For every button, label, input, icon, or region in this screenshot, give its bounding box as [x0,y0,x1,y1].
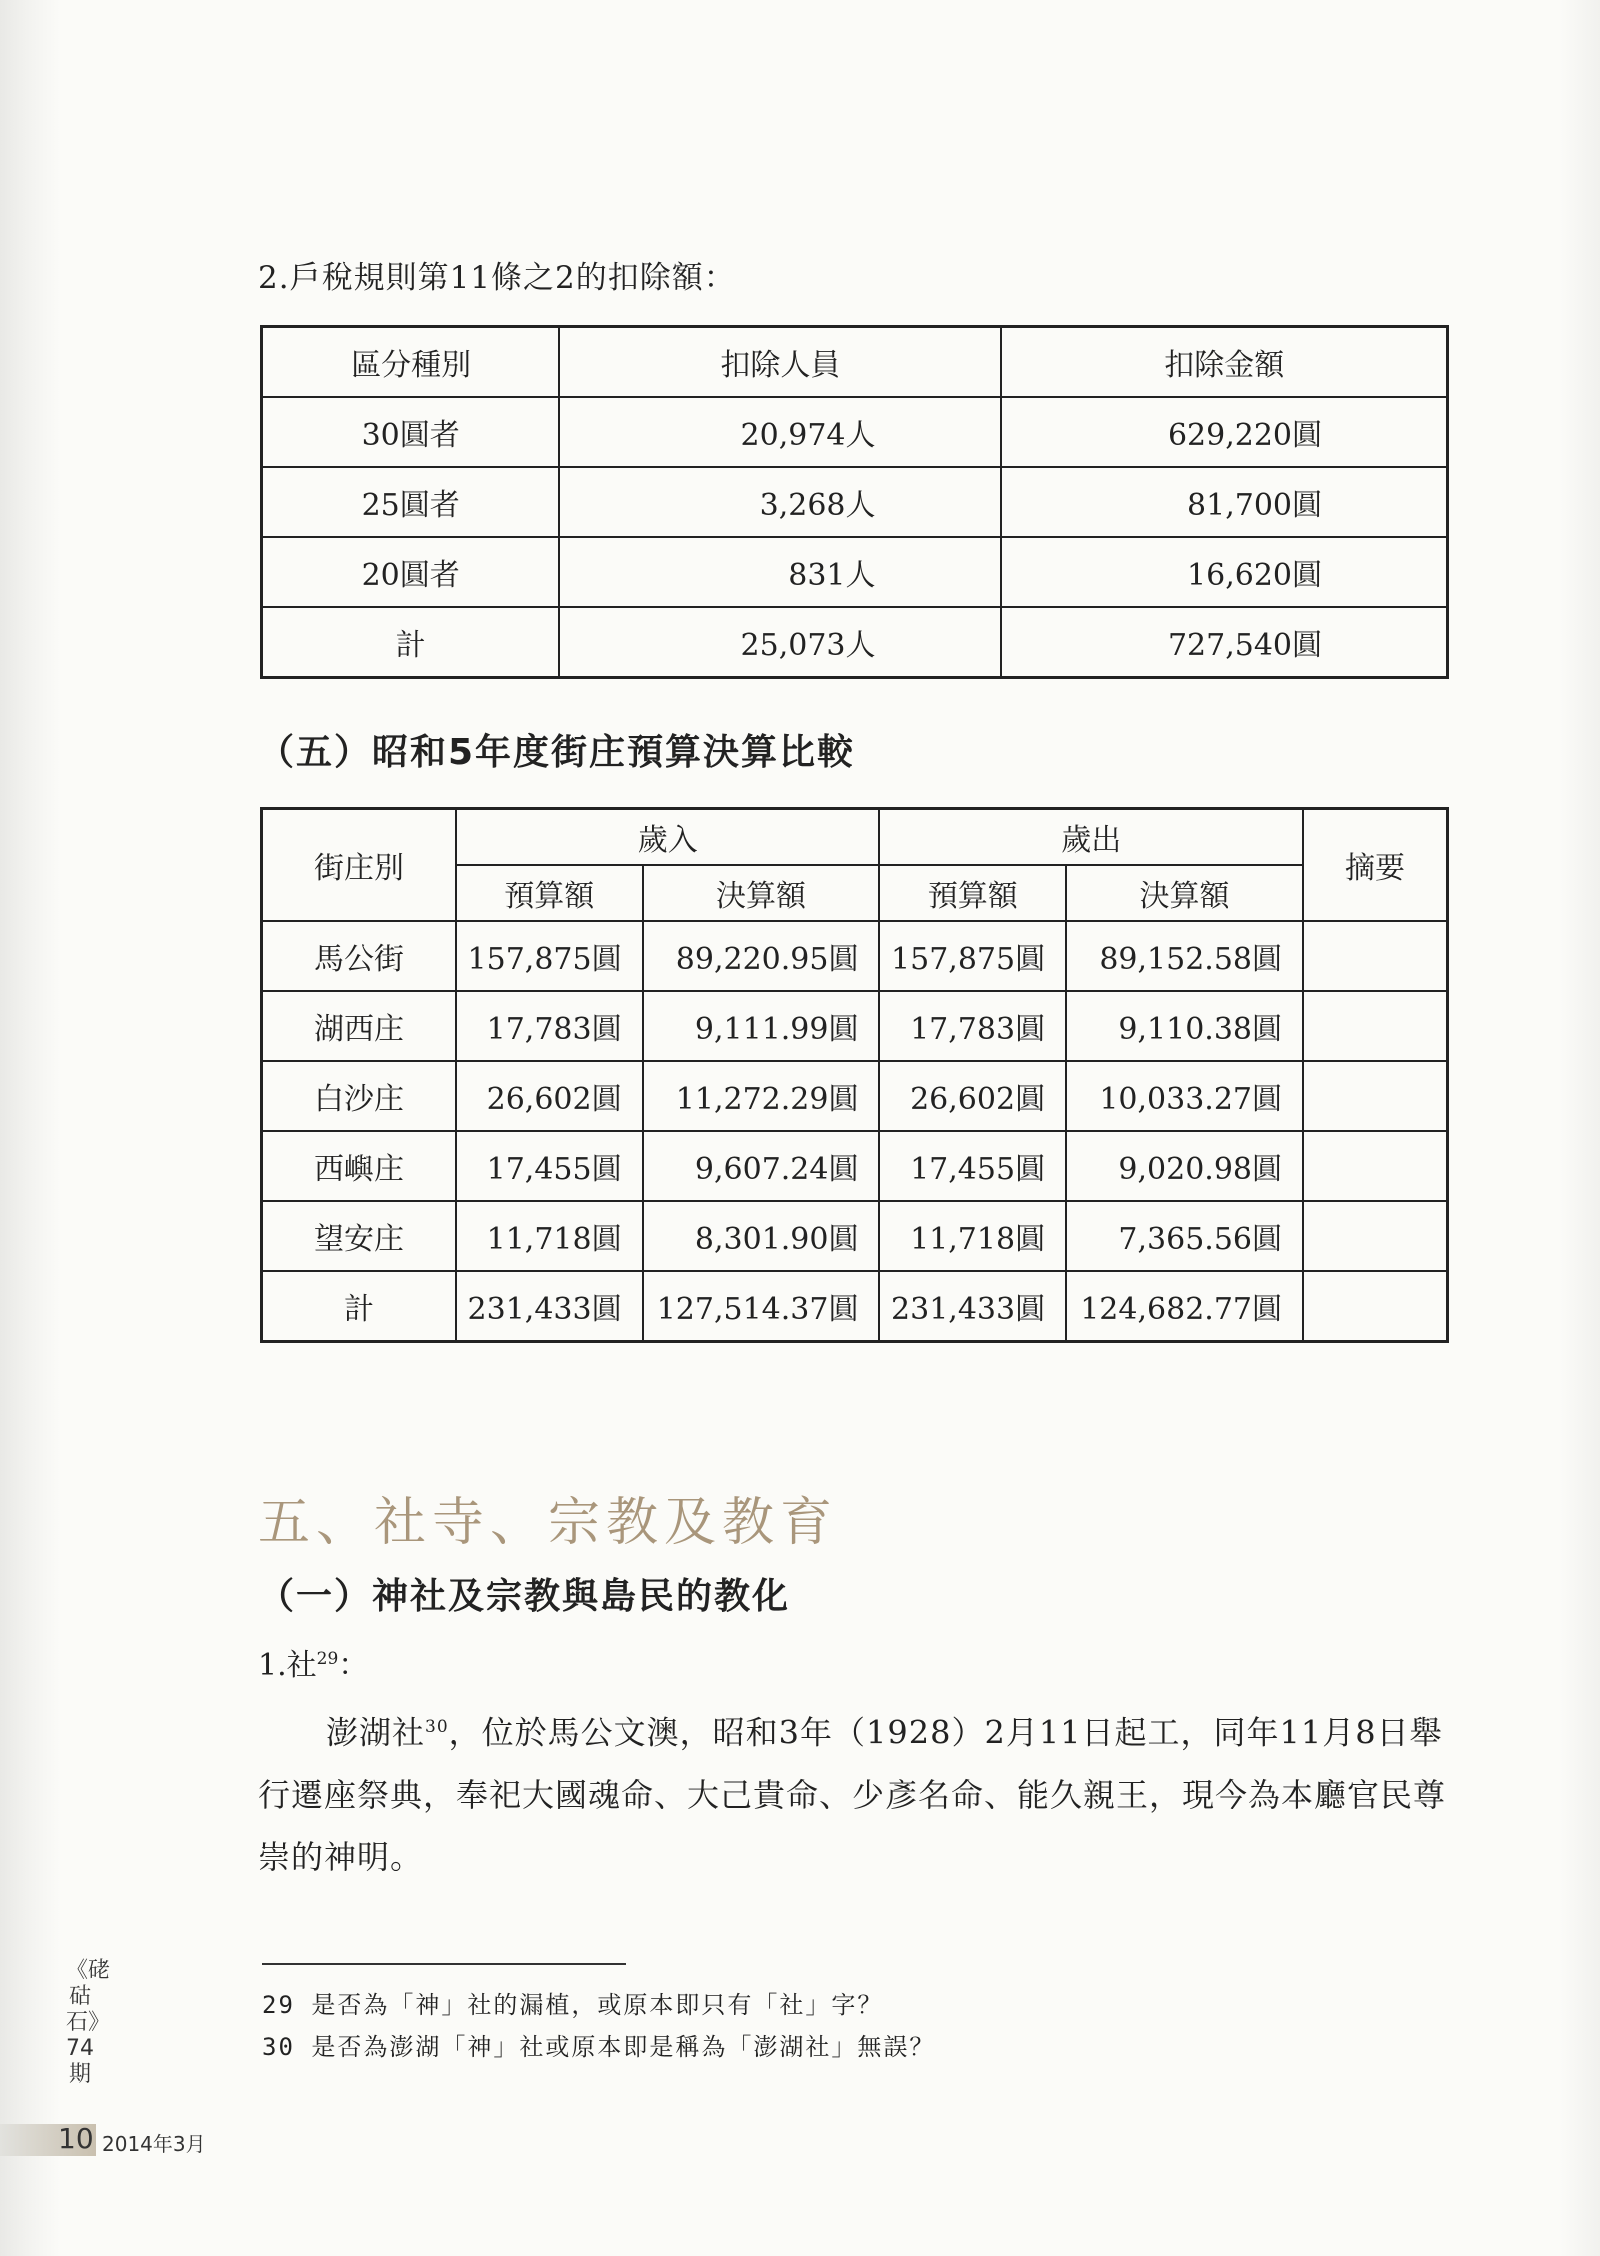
table-header-row [262,809,1448,866]
table-cell: 20,974人 [559,397,1000,467]
header-cell-final: 決算額 [1066,865,1303,921]
table-cell: 16,620圓 [1001,537,1448,607]
footnote-ref[interactable]: 29 [316,1649,339,1669]
table-cell: 17,455圓 [879,1131,1066,1201]
header-cell: 區分種別 [262,327,560,398]
table-cell: 9,020.98圓 [1066,1131,1303,1201]
table-cell: 157,875圓 [879,921,1066,991]
header-cell-expense: 歲出 [879,809,1303,866]
table-cell: 127,514.37圓 [643,1271,880,1342]
footnote-30: 30 是否為澎湖「神」社或原本即是稱為「澎湖社」無誤？ [262,2033,936,2061]
table-cell: 計 [262,607,560,678]
footnote-29: 29 是否為「神」社的漏植，或原本即只有「社」字？ [262,1991,884,2019]
table-row [262,467,1448,537]
table-header-row [262,327,1448,398]
table-cell: 89,220.95圓 [643,921,880,991]
intro-line: 2.戶稅規則第11條之2的扣除額： [258,260,736,296]
table-cell [1303,1201,1448,1271]
header-cell-district: 街庄別 [262,809,457,922]
item-colon: ： [338,1648,369,1683]
table-cell: 3,268人 [559,467,1000,537]
table-cell: 727,540圓 [1001,607,1448,678]
table-row [262,1131,1448,1201]
table-row [262,1061,1448,1131]
table-cell: 白沙庄 [262,1061,457,1131]
table-cell: 231,433圓 [879,1271,1066,1342]
subsection-title: （一）神社及宗教與島民的教化 [258,1576,791,1617]
table-cell: 17,455圓 [456,1131,643,1201]
table-cell: 89,152.58圓 [1066,921,1303,991]
footnote-ref[interactable]: 30 [425,1717,449,1737]
journal-title-vertical: 《硓𥑮石》74期 [66,1958,111,2087]
paragraph-text-rest: ，位於馬公文澳，昭和3年（1928）2月11日起工，同年11月8日舉行遷座祭典，奉祀大國魂命、大己貴命、少彥名命、能久親王，現今為本廳官民尊崇的神明。 [258,1713,1447,1876]
table-row [262,537,1448,607]
table-cell [1303,991,1448,1061]
header-cell-budget: 預算額 [456,865,643,921]
table-cell: 25,073人 [559,607,1000,678]
header-cell-final: 決算額 [643,865,880,921]
table-cell: 629,220圓 [1001,397,1448,467]
table-cell [1303,1131,1448,1201]
budget-comparison-table [260,807,1449,1343]
table-cell: 124,682.77圓 [1066,1271,1303,1342]
table-total-row [262,1271,1448,1342]
table-cell [1303,1061,1448,1131]
table-cell: 11,718圓 [456,1201,643,1271]
table-cell: 9,607.24圓 [643,1131,880,1201]
table-cell: 馬公街 [262,921,457,991]
header-cell-income: 歲入 [456,809,879,866]
table-cell [1303,1271,1448,1342]
table-cell: 7,365.56圓 [1066,1201,1303,1271]
table-cell: 湖西庄 [262,991,457,1061]
table-cell [1303,921,1448,991]
header-cell: 扣除金額 [1001,327,1448,398]
table-cell: 11,272.29圓 [643,1061,880,1131]
issue-date: 2014年3月 [102,2132,206,2156]
table-cell: 西嶼庄 [262,1131,457,1201]
table-cell: 30圓者 [262,397,560,467]
table-cell: 8,301.90圓 [643,1201,880,1271]
table-row [262,1201,1448,1271]
table-row [262,921,1448,991]
section-title: （五）昭和5年度街庄預算決算比較 [258,732,856,773]
item-heading [258,1640,368,1684]
item-text: 1.社 [258,1648,317,1683]
table-cell: 計 [262,1271,457,1342]
table-cell: 望安庄 [262,1201,457,1271]
table-cell: 11,718圓 [879,1201,1066,1271]
table-total-row [262,607,1448,678]
table-cell: 231,433圓 [456,1271,643,1342]
table-cell: 17,783圓 [879,991,1066,1061]
table-cell: 831人 [559,537,1000,607]
table-cell: 26,602圓 [879,1061,1066,1131]
table-cell: 9,110.38圓 [1066,991,1303,1061]
table-cell: 81,700圓 [1001,467,1448,537]
table-cell: 26,602圓 [456,1061,643,1131]
table-cell: 10,033.27圓 [1066,1061,1303,1131]
deduction-table [260,325,1449,679]
table-cell: 9,111.99圓 [643,991,880,1061]
table-cell: 17,783圓 [456,991,643,1061]
table-row [262,397,1448,467]
table-cell: 157,875圓 [456,921,643,991]
page-number: 10 [58,2122,94,2155]
header-cell-note: 摘要 [1303,809,1448,922]
table-cell: 25圓者 [262,467,560,537]
footnote-divider [262,1963,626,1965]
table-row [262,991,1448,1061]
body-paragraph [258,1696,1448,1888]
table-cell: 20圓者 [262,537,560,607]
chapter-title: 五、社寺、宗教及教育 [258,1493,839,1553]
header-cell: 扣除人員 [559,327,1000,398]
header-cell-budget: 預算額 [879,865,1066,921]
paragraph-text-start: 澎湖社 [326,1713,426,1752]
